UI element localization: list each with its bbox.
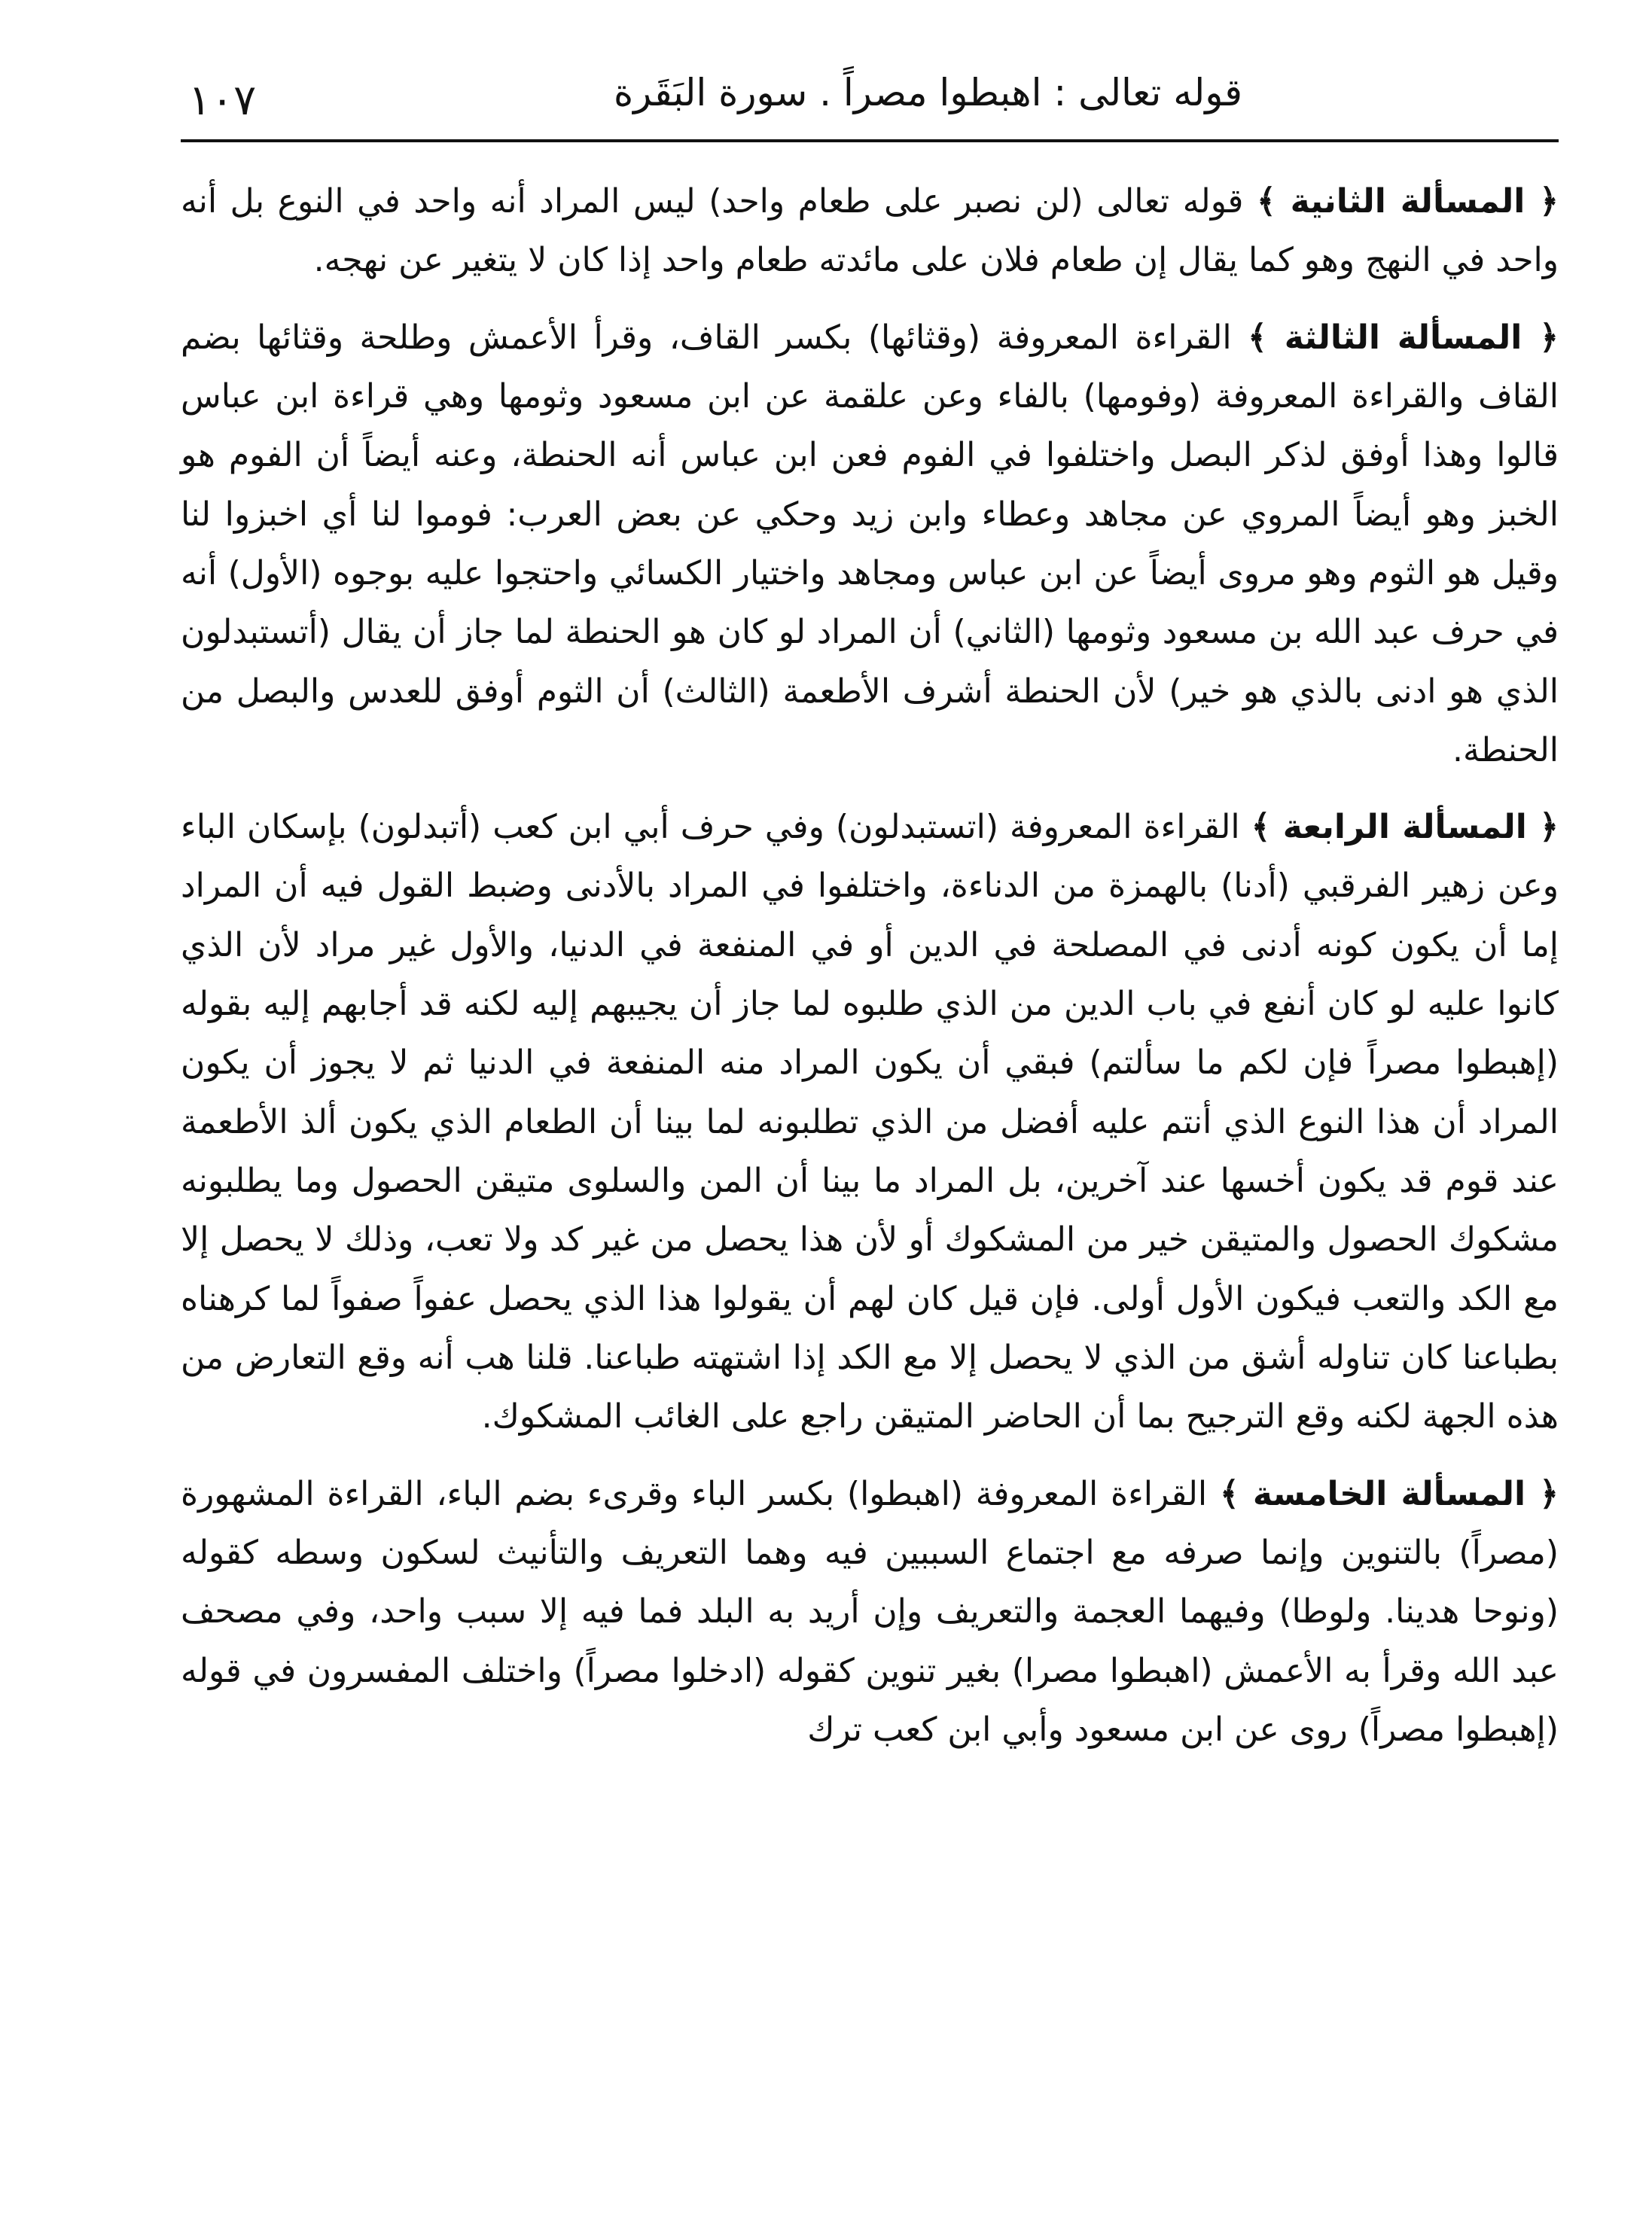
section-issue-5	[181, 1465, 1559, 1760]
section-text: القراءة المعروفة (اتستبدلون) وفي حرف أبي ابن كعب (أتبدلون) بإسكان الباء وعن زهير الفرقبي (أدنا) بالهمزة من الدناءة، واختلفوا في المراد بالأدنى وضبط القول فيه أن المراد إما أن يكون كونه أدنى في المصلحة في الدين أو في المنفعة في الدنيا، والأول غير مراد لأن الذي كانوا عليه لو كان أنفع في باب الدين من الذي طلبوه لما جاز أن يجيبهم إليه لكنه قد أجابهم إليه بقوله (إهبطوا مصراً فإن لكم ما سألتم) فبقي أن يكون المراد منه المنفعة في الدنيا ثم لا يجوز أن يكون المراد أن هذا النوع الذي أنتم عليه أفضل من الذي تطلبونه لما بينا أن الطعام الذي يكون ألذ الأطعمة عند قوم قد يكون أخسها عند آخرين، بل المراد ما بينا أن المن والسلوى متيقن الحصول وما يطلبونه مشكوك الحصول والمتيقن خير من المشكوك أو لأن هذا يحصل من غير كد ولا تعب، وذلك لا يحصل إلا مع الكد والتعب فيكون الأول أولى. فإن قيل كان لهم أن يقولوا هذا الذي يحصل عفواً صفواً لما كرهناه بطباعنا كان تناوله أشق من الذي لا يحصل إلا مع الكد إذا اشتهته طباعنا. قلنا هب أنه وقع التعارض من هذه الجهة لكنه وقع الترجيح بما أن الحاضر المتيقن راجع على الغائب المشكوك.	[181, 808, 1559, 1436]
section-heading: ﴿ المسألة الثانية ﴾	[1257, 182, 1559, 221]
section-heading: ﴿ المسألة الخامسة ﴾	[1219, 1474, 1559, 1513]
section-issue-4	[181, 798, 1559, 1446]
section-issue-2	[181, 172, 1559, 291]
section-text: القراءة المعروفة (اهبطوا) بكسر الباء وقرىء بضم الباء، القراءة المشهورة (مصراً) بالتنوين وإنما صرفه مع اجتماع السببين فيه وهما التعريف والتأنيث لسكون وسطه كقوله (ونوحا هدينا. ولوطا) وفيهما العجمة والتعريف وإن أريد به البلد فما فيه إلا سبب واحد، وفي مصحف عبد الله وقرأ به الأعمش (اهبطوا مصرا) بغير تنوين كقوله (ادخلوا مصراً) واختلف المفسرون في قوله (إهبطوا مصراً) روى عن ابن مسعود وأبي ابن كعب ترك	[181, 1474, 1559, 1749]
section-heading: ﴿ المسألة الرابعة ﴾	[1251, 808, 1559, 847]
section-issue-3	[181, 309, 1559, 781]
section-heading: ﴿ المسألة الثالثة ﴾	[1248, 318, 1559, 357]
section-text: القراءة المعروفة (وقثائها) بكسر القاف، وقرأ الأعمش وطلحة وقثائها بضم القاف والقراءة المعروفة (وفومها) بالفاء وعن علقمة عن ابن مسعود وثومها وهي قراءة ابن عباس قالوا وهذا أوفق لذكر البصل واختلفوا في الفوم فعن ابن عباس أنه الحنطة، وعنه أيضاً أن الفوم هو الخبز وهو أيضاً المروي عن مجاهد وعطاء وابن زيد وحكي عن بعض العرب: فوموا لنا أي اخبزوا لنا وقيل هو الثوم وهو مروى أيضاً عن ابن عباس ومجاهد واختيار الكسائي واحتجوا عليه بوجوه (الأول) أنه في حرف عبد الله بن مسعود وثومها (الثاني) أن المراد لو كان هو الحنطة لما جاز أن يقال (أتستبدلون الذي هو ادنى بالذي هو خير) لأن الحنطة أشرف الأطعمة (الثالث) أن الثوم أوفق للعدس والبصل من الحنطة.	[181, 318, 1559, 769]
book-page	[181, 53, 1559, 2198]
section-text: قوله تعالى (لن نصبر على طعام واحد) ليس المراد أنه واحد في النوع بل أنه واحد في النهج وهو كما يقال إن طعام فلان على مائدته طعام واحد إذا كان لا يتغير عن نهجه.	[181, 182, 1559, 280]
running-header-title: قوله تعالى : اهبطوا مصراً . سورة البَقَرة	[613, 71, 1242, 114]
page-header	[181, 53, 1559, 142]
page-number: ١٠٧	[188, 76, 257, 125]
